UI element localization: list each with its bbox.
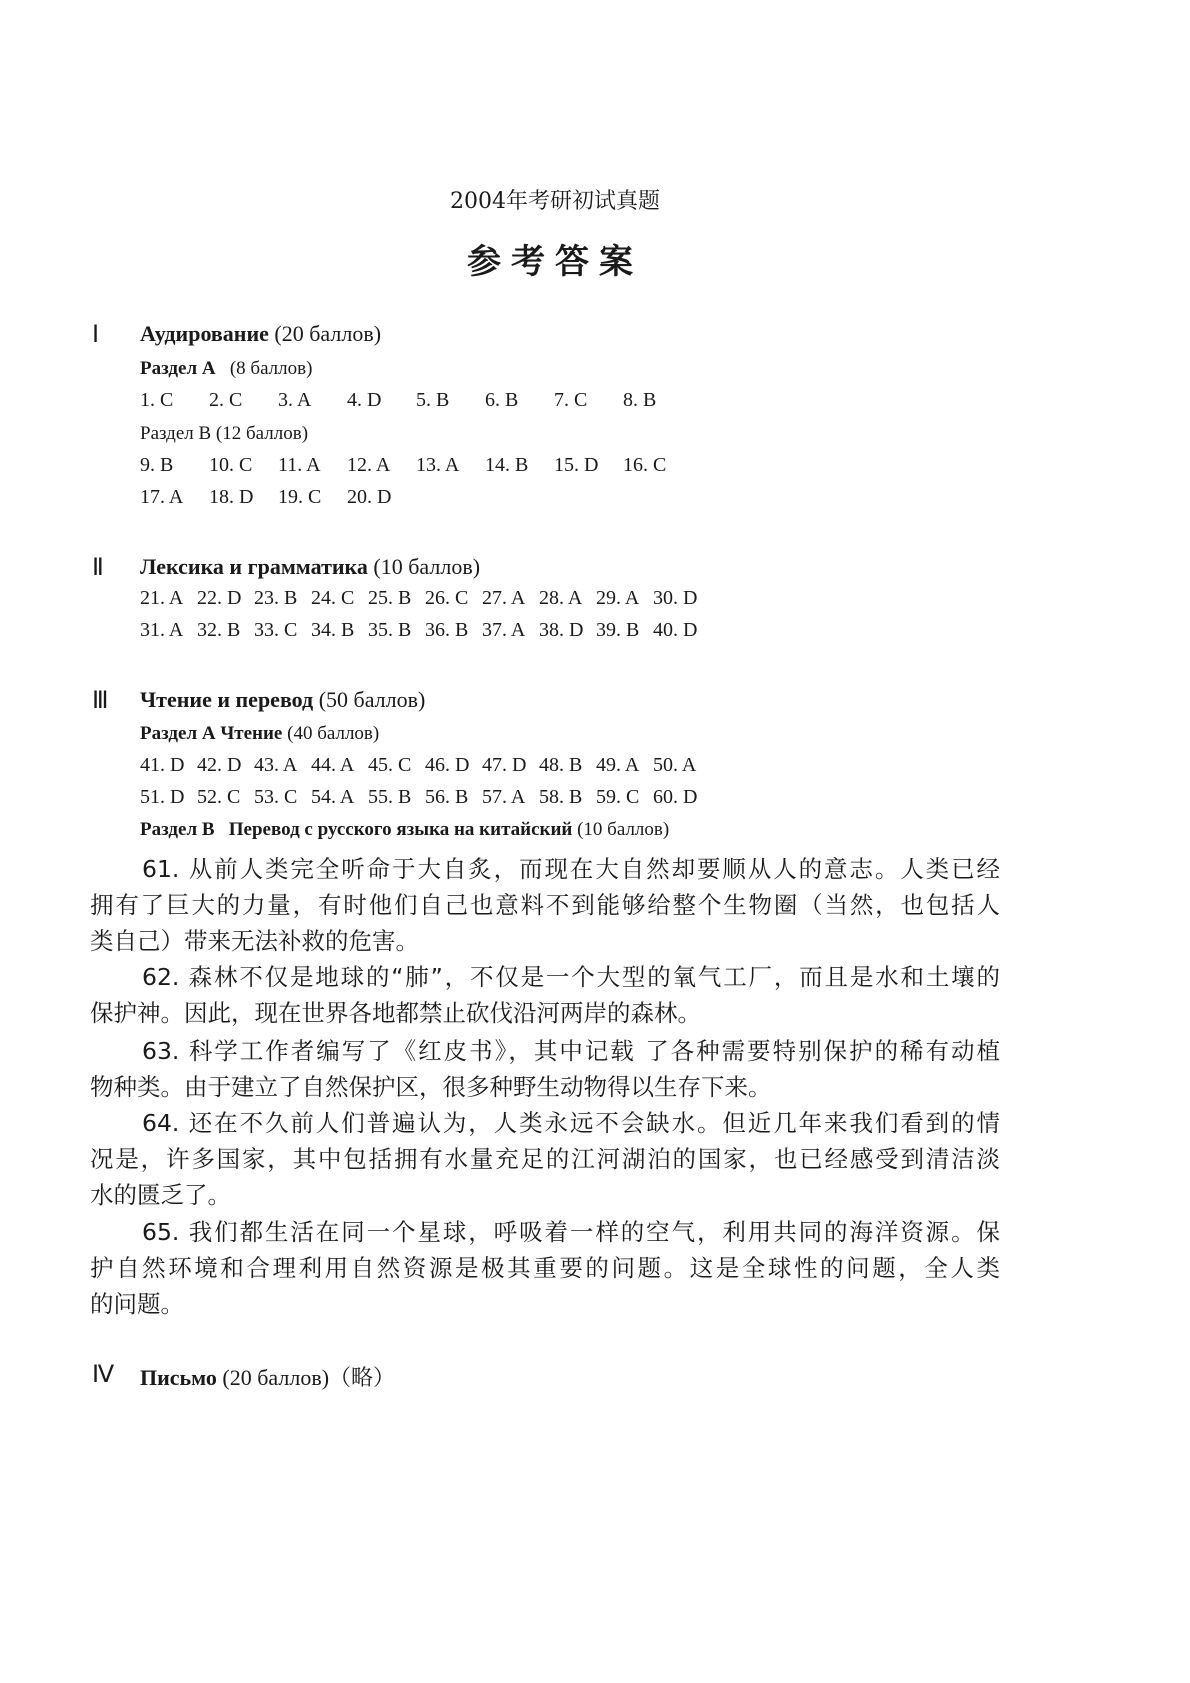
section-name: Письмо xyxy=(140,1365,217,1390)
answer-item: 23. B xyxy=(254,587,298,609)
answer-item: 31. A xyxy=(140,619,184,641)
translation-line: 62. 森林不仅是地球的“肺”，不仅是一个大型的氧气工厂，而且是水和土壤的 xyxy=(142,963,1000,991)
answer-item: 8. B xyxy=(623,389,657,411)
answer-item: 33. C xyxy=(254,619,298,641)
answer-item: 57. A xyxy=(482,786,526,808)
answer-item: 18. D xyxy=(209,486,254,508)
section-numeral: Ⅱ xyxy=(92,555,104,581)
section-name: Аудирование xyxy=(140,321,269,346)
answer-item: 10. C xyxy=(209,454,253,476)
page-header: 2004年考研初试真题 xyxy=(450,189,660,214)
answer-item: 47. D xyxy=(482,754,527,776)
answer-item: 12. A xyxy=(347,454,391,476)
translation-line: 65. 我们都生活在同一个星球，呼吸着一样的空气，利用共同的海洋资源。保 xyxy=(142,1218,1000,1246)
answer-row xyxy=(140,754,710,777)
section-points: (20 баллов)（略） xyxy=(222,1365,396,1390)
answer-item: 21. A xyxy=(140,587,184,609)
translation-line: 拥有了巨大的力量，有时他们自己也意料不到能够给整个生物圈（当然，也包括人 xyxy=(90,891,1000,919)
answer-item: 39. B xyxy=(596,619,640,641)
answer-item: 56. B xyxy=(425,786,469,808)
translation-line: 的问题。 xyxy=(90,1290,184,1318)
answer-item: 25. B xyxy=(368,587,412,609)
answer-item: 60. D xyxy=(653,786,698,808)
translation-line: 物种类。由于建立了自然保护区，很多种野生动物得以生存下来。 xyxy=(90,1073,772,1101)
part-heading xyxy=(140,819,669,841)
answer-item: 45. C xyxy=(368,754,412,776)
section-name: Лексика и грамматика xyxy=(140,554,368,579)
part-points: (8 баллов) xyxy=(229,358,313,379)
answer-item: 34. B xyxy=(311,619,355,641)
answer-item: 46. D xyxy=(425,754,470,776)
answer-item: 40. D xyxy=(653,619,698,641)
answer-item: 11. A xyxy=(278,454,321,476)
answer-item: 3. A xyxy=(278,389,312,411)
answer-item: 28. A xyxy=(539,587,583,609)
section-numeral: Ⅰ xyxy=(92,322,100,348)
page-title: 参考答案 xyxy=(467,242,643,282)
translation-line: 64. 还在不久前人们普遍认为，人类永远不会缺水。但近几年来我们看到的情 xyxy=(142,1109,1000,1137)
section-heading xyxy=(140,687,425,713)
answer-row xyxy=(140,786,710,809)
part-label: Раздел А xyxy=(140,358,216,379)
answer-row xyxy=(140,389,692,412)
answer-item: 20. D xyxy=(347,486,392,508)
answer-item: 54. A xyxy=(311,786,355,808)
answer-item: 36. B xyxy=(425,619,469,641)
part-label: Раздел В Перевод с русского языка на китайский xyxy=(140,819,573,840)
section-points: (50 баллов) xyxy=(318,687,426,712)
answer-item: 14. B xyxy=(485,454,529,476)
translation-line: 保护神。因此，现在世界各地都禁止砍伐沿河两岸的森林。 xyxy=(90,999,701,1027)
translation-line: 况是，许多国家，其中包括拥有水量充足的江河湖泊的国家，也已经感受到清洁淡 xyxy=(90,1145,1000,1173)
translation-line: 61. 从前人类完全听命于大自炙，而现在大自然却要顺从人的意志。人类已经 xyxy=(142,855,1000,883)
part-heading xyxy=(140,358,312,380)
part-label: Раздел А Чтение xyxy=(140,723,283,744)
answer-item: 2. C xyxy=(209,389,243,411)
answer-item: 16. C xyxy=(623,454,667,476)
answer-item: 35. B xyxy=(368,619,412,641)
answer-row xyxy=(140,454,692,477)
section-numeral: Ⅲ xyxy=(92,688,109,714)
answer-item: 9. B xyxy=(140,454,174,476)
section-heading xyxy=(140,321,381,347)
answer-item: 7. C xyxy=(554,389,588,411)
section-name: Чтение и перевод xyxy=(140,687,314,712)
answer-row xyxy=(140,486,416,509)
answer-item: 41. D xyxy=(140,754,185,776)
answer-item: 13. A xyxy=(416,454,460,476)
answer-item: 22. D xyxy=(197,587,242,609)
answer-item: 44. A xyxy=(311,754,355,776)
answer-item: 26. C xyxy=(425,587,469,609)
answer-item: 52. C xyxy=(197,786,241,808)
answer-item: 19. C xyxy=(278,486,322,508)
section-heading xyxy=(140,554,480,580)
answer-item: 30. D xyxy=(653,587,698,609)
answer-item: 27. A xyxy=(482,587,526,609)
translation-line: 护自然环境和合理利用自然资源是极其重要的问题。这是全球性的问题，全人类 xyxy=(90,1254,1000,1282)
answer-item: 53. C xyxy=(254,786,298,808)
answer-item: 49. A xyxy=(596,754,640,776)
answer-item: 15. D xyxy=(554,454,599,476)
answer-item: 59. C xyxy=(596,786,640,808)
answer-item: 51. D xyxy=(140,786,185,808)
answer-item: 38. D xyxy=(539,619,584,641)
answer-item: 43. A xyxy=(254,754,298,776)
answer-item: 37. A xyxy=(482,619,526,641)
answer-row xyxy=(140,587,710,610)
answer-item: 50. A xyxy=(653,754,697,776)
answer-item: 48. B xyxy=(539,754,583,776)
part-points: (40 баллов) xyxy=(287,723,380,744)
part-heading xyxy=(140,723,379,745)
answer-item: 42. D xyxy=(197,754,242,776)
answer-item: 32. B xyxy=(197,619,241,641)
translation-line: 63. 科学工作者编写了《红皮书》，其中记载 了各种需要特别保护的稀有动植 xyxy=(142,1037,1000,1065)
section-points: (10 баллов) xyxy=(373,554,481,579)
part-points: (10 баллов) xyxy=(577,819,670,840)
answer-item: 55. B xyxy=(368,786,412,808)
translation-line: 类自己）带来无法补救的危害。 xyxy=(90,927,419,955)
answer-item: 5. B xyxy=(416,389,450,411)
answer-item: 1. C xyxy=(140,389,174,411)
answer-row xyxy=(140,619,710,642)
section-points: (20 баллов) xyxy=(274,321,382,346)
section-numeral: Ⅳ xyxy=(92,1362,115,1388)
answer-item: 17. A xyxy=(140,486,184,508)
section-heading xyxy=(140,1361,395,1392)
answer-item: 24. C xyxy=(311,587,355,609)
answer-item: 4. D xyxy=(347,389,382,411)
answer-item: 6. B xyxy=(485,389,519,411)
translation-line: 水的匮乏了。 xyxy=(90,1181,231,1209)
answer-item: 58. B xyxy=(539,786,583,808)
answer-item: 29. A xyxy=(596,587,640,609)
part-heading: Раздел В (12 баллов) xyxy=(140,423,309,444)
